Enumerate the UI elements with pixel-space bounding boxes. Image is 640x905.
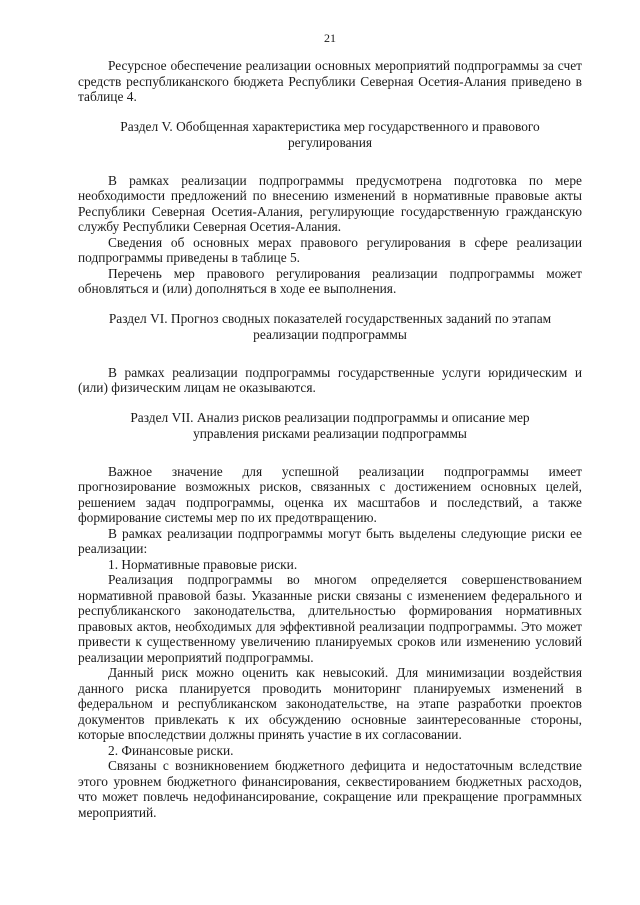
section-5-heading-line-1: Раздел V. Обобщенная характеристика мер государственного и правового xyxy=(120,118,540,134)
section-6-heading-line-2: реализации подпрограммы xyxy=(253,326,407,342)
section-7-heading xyxy=(78,410,582,442)
section-6-heading xyxy=(78,311,582,343)
intro-paragraph: Ресурсное обеспечение реализации основных мероприятий подпрограммы за счет средств республиканского бюджета Республики Северная Осетия-Алания приведено в таблице 4. xyxy=(78,58,582,104)
section-7-heading-line-1: Раздел VII. Анализ рисков реализации подпрограммы и описание мер xyxy=(130,409,530,425)
section-7-risk-1-title: 1. Нормативные правовые риски. xyxy=(108,556,298,572)
section-5-paragraph-1: В рамках реализации подпрограммы предусмотрена подготовка по мере необходимости предложений по внесению изменений в нормативные правовые акты Республики Северная Осетия-Алания, регулирующие государственную гражданскую службу Республики Северная Осетия-Алания. xyxy=(78,172,582,234)
page-number: 21 xyxy=(324,31,336,45)
section-6-paragraph-1: В рамках реализации подпрограммы государственные услуги юридическим и (или) физическим лицам не оказываются. xyxy=(78,364,582,395)
section-7-risk-2-title: 2. Финансовые риски. xyxy=(108,742,234,758)
section-5-paragraph-3: Перечень мер правового регулирования реализации подпрограммы может обновляться и (или) дополняться в ходе ее выполнения. xyxy=(78,265,582,296)
section-5-heading xyxy=(78,119,582,151)
section-7-paragraph-5: Связаны с возникновением бюджетного дефицита и недостаточным вследствие этого уровнем бюджетного финансирования, секвестированием бюджетных расходов, что может повлечь недофинансирование, сокращение или прекращение программных мероприятий. xyxy=(78,758,582,820)
section-7-paragraph-3: Реализация подпрограммы во многом определяется совершенствованием нормативной правовой базы. Указанные риски связаны с изменением федерального и республиканского законодательства, длительностью формирования нормативных правовых актов, необходимых для эффективной реализации подпрограммы. Это может привести к существенному увеличению планируемых сроков или изменению условий реализации мероприятий подпрограммы. xyxy=(78,572,582,665)
section-5-heading-line-2: регулирования xyxy=(287,134,373,150)
section-6-heading-line-1: Раздел VI. Прогноз сводных показателей государственных заданий по этапам xyxy=(108,310,552,326)
section-7-paragraph-2: В рамках реализации подпрограммы могут быть выделены следующие риски ее реализации: xyxy=(78,525,582,556)
section-7-paragraph-4: Данный риск можно оценить как невысокий. Для минимизации воздействия данного риска планируется проводить мониторинг планируемых изменений в федеральном и республиканском законодательстве, на этапе разработки проектов документов привлекать к их обсуждению основные заинтересованные стороны, которые впоследствии должны принять участие в их согласовании. xyxy=(78,665,582,742)
section-7-heading-line-2: управления рисками реализации подпрограммы xyxy=(193,425,467,441)
section-5-paragraph-2: Сведения об основных мерах правового регулирования в сфере реализации подпрограммы приведены в таблице 5. xyxy=(78,234,582,265)
section-7-paragraph-1: Важное значение для успешной реализации подпрограммы имеет прогнозирование возможных рисков, связанных с достижением основных целей, решением задач подпрограммы, оценка их масштабов и последствий, а также формирование системы мер по их предотвращению. xyxy=(78,463,582,525)
